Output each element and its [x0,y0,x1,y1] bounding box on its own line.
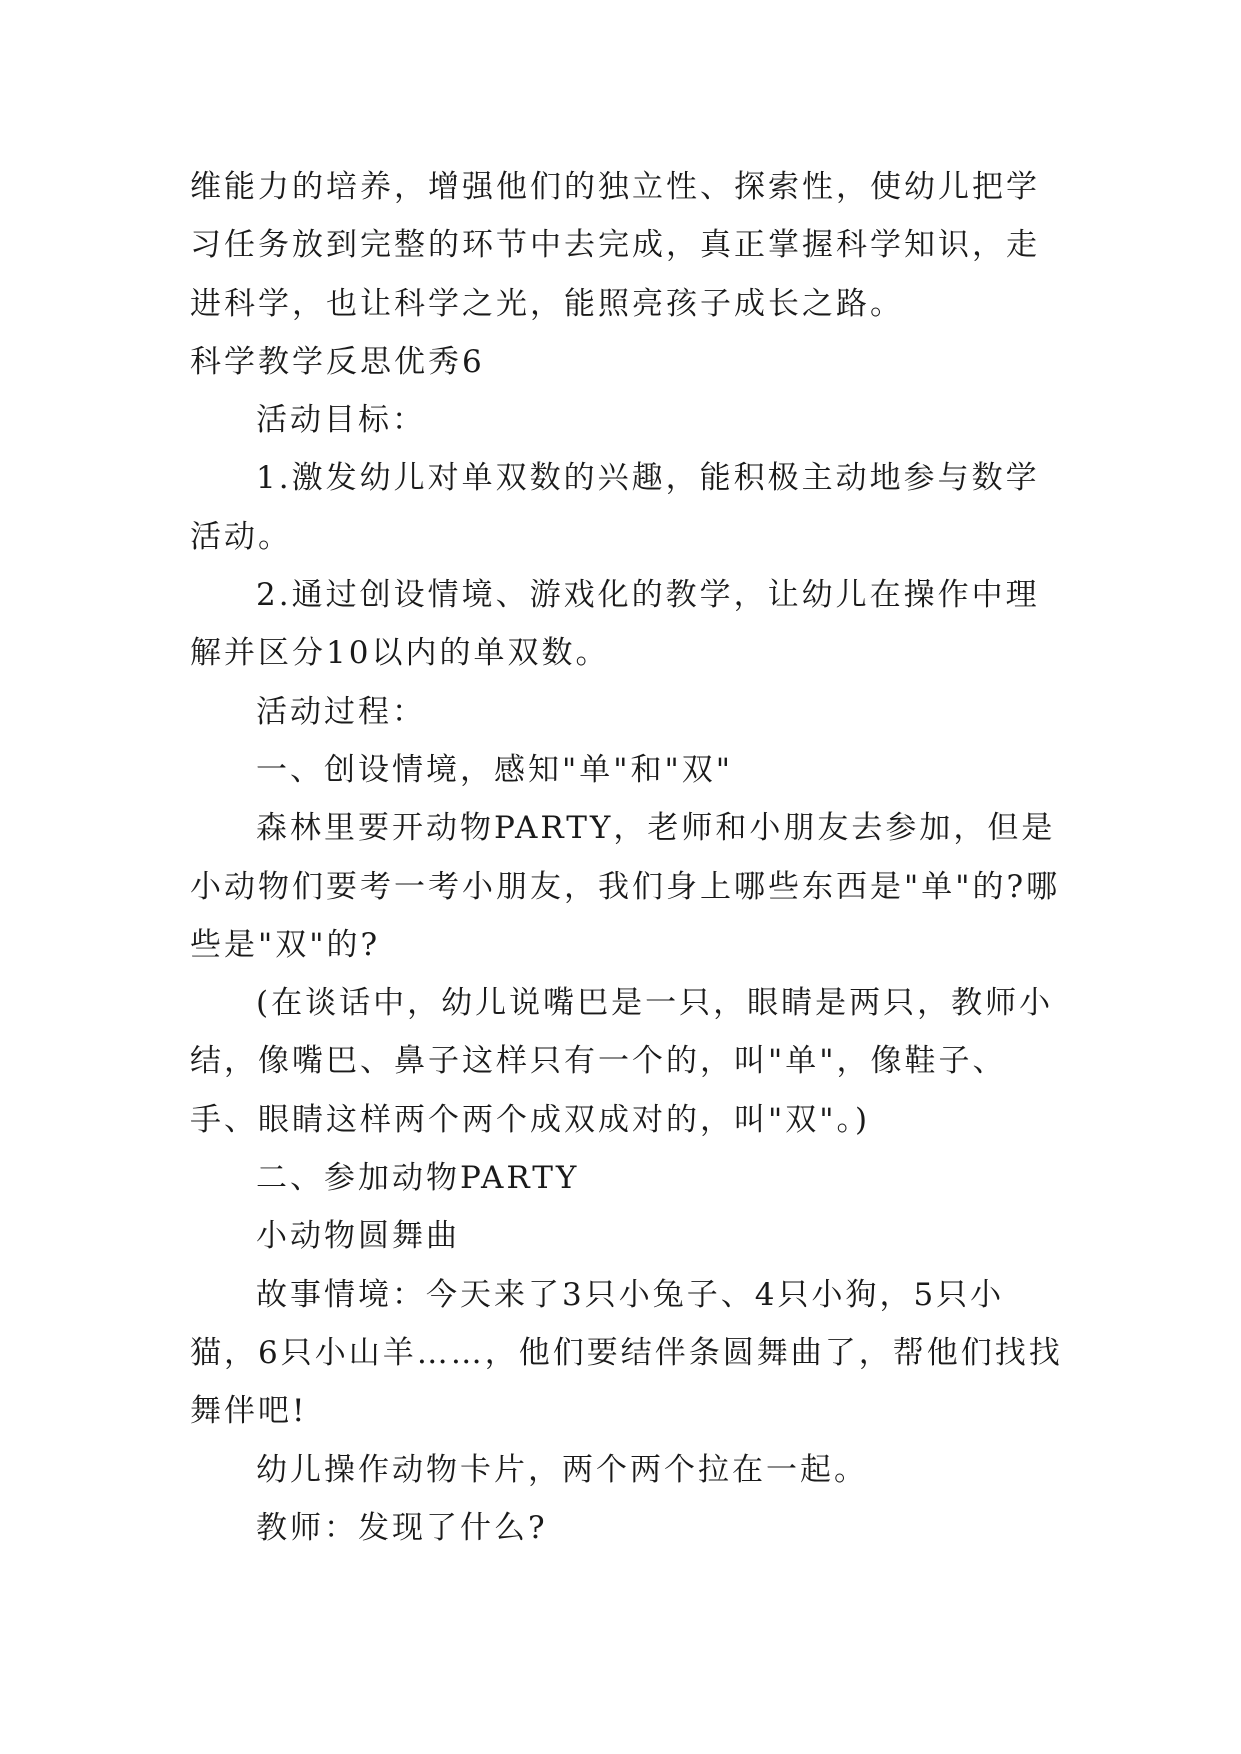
paragraph-step-1-note: (在谈话中，幼儿说嘴巴是一只，眼睛是两只，教师小结，像嘴巴、鼻子这样只有一个的，叫"单"，像鞋子、手、眼睛这样两个两个成双成对的，叫"双"。) [190,985,1054,1138]
paragraph-step-2-heading: 二、参加动物PARTY [256,1160,580,1197]
paragraph-goal-2: 2.通过创设情境、游戏化的教学，让幼儿在操作中理解并区分10以内的单双数。 [190,577,1040,672]
section-heading: 科学教学反思优秀6 [190,343,485,380]
paragraph-dance-title: 小动物圆舞曲 [256,1218,460,1255]
paragraph-continuation: 维能力的培养，增强他们的独立性、探索性，使幼儿把学习任务放到完整的环节中去完成，真正掌握科学知识，走进科学，也让科学之光，能照亮孩子成长之路。 [190,169,1040,322]
paragraph-story-context: 故事情境：今天来了3只小兔子、4只小狗，5只小猫，6只小山羊……，他们要结伴条圆舞曲了，帮他们找找舞伴吧! [190,1276,1063,1430]
paragraph-step-1-heading: 一、创设情境，感知"单"和"双" [256,751,734,788]
paragraph-teacher-question: 教师：发现了什么? [256,1509,548,1546]
document-body [190,158,1070,1557]
paragraph-step-1-body: 森林里要开动物PARTY，老师和小朋友去参加，但是小动物们要考一考小朋友，我们身上哪些东西是"单"的?哪些是"双"的? [190,810,1061,963]
paragraph-activity-process-label: 活动过程： [256,693,426,730]
paragraph-goal-1: 1.激发幼儿对单双数的兴趣，能积极主动地参与数学活动。 [190,460,1040,555]
paragraph-child-operation: 幼儿操作动物卡片，两个两个拉在一起。 [256,1451,868,1488]
paragraph-activity-goals-label: 活动目标： [256,402,426,439]
